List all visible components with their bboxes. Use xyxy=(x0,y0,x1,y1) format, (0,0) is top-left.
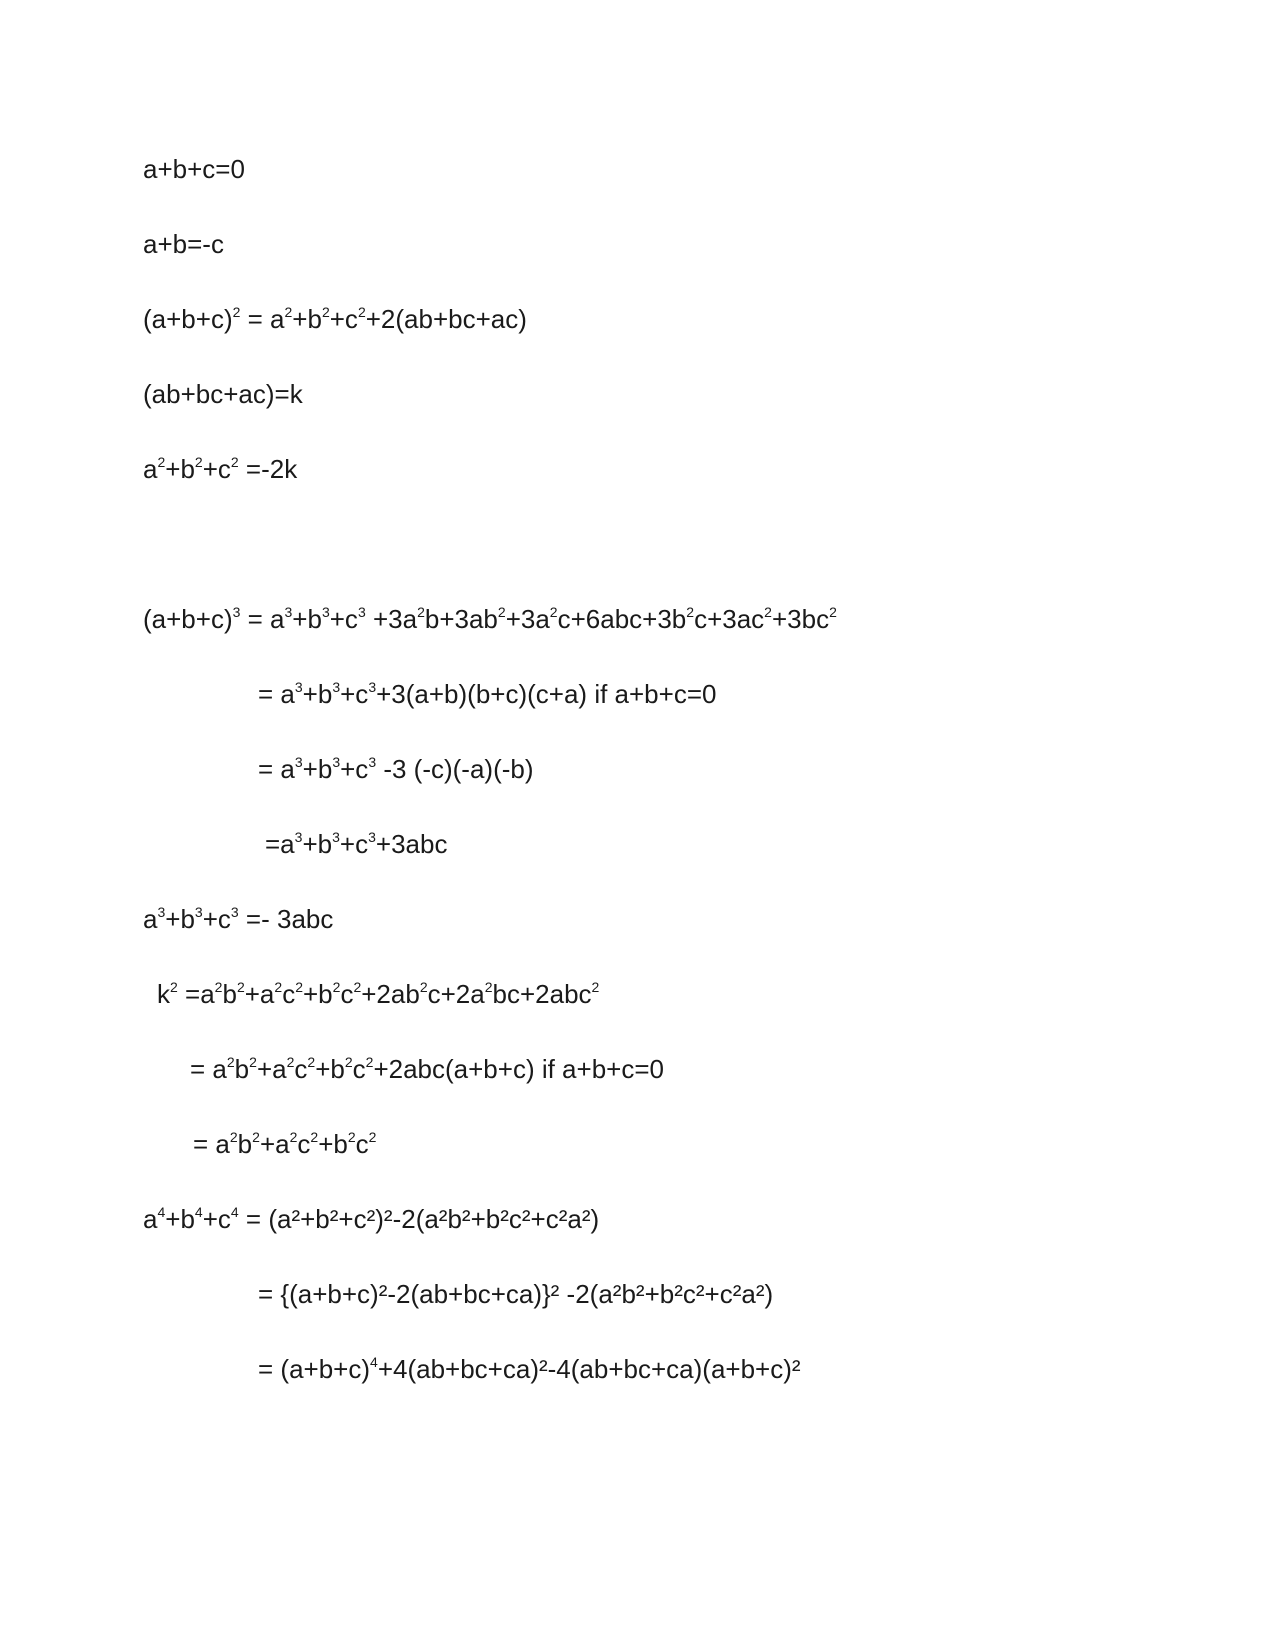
superscript-exponent: 2 xyxy=(417,604,425,620)
equation-line xyxy=(258,679,716,709)
equation-line xyxy=(265,829,447,859)
equation-text: +3(a+b)(b+c)(c+a) if a+b+c=0 xyxy=(376,679,717,709)
superscript-exponent: 2 xyxy=(686,604,695,620)
equation-text: c+2a xyxy=(427,979,485,1009)
superscript-exponent: 2 xyxy=(357,304,366,320)
equation-text: +a xyxy=(256,1054,287,1084)
superscript-exponent: 3 xyxy=(332,754,341,770)
equation-text: =a xyxy=(265,829,295,859)
superscript-exponent: 2 xyxy=(497,604,506,620)
equation-text: b+3ab xyxy=(424,604,498,634)
equation-line xyxy=(190,1054,664,1084)
equation-text: = a xyxy=(240,604,285,634)
superscript-exponent: 2 xyxy=(236,979,245,995)
superscript-exponent: 3 xyxy=(332,679,341,695)
superscript-exponent: 3 xyxy=(194,904,203,920)
equation-text: a+b+c=0 xyxy=(143,154,245,184)
equation-text: +c xyxy=(329,604,358,634)
superscript-exponent: 3 xyxy=(332,829,340,845)
equation-line xyxy=(143,454,297,484)
superscript-exponent: 3 xyxy=(232,604,241,620)
superscript-exponent: 2 xyxy=(764,604,772,620)
superscript-exponent: 2 xyxy=(829,604,837,620)
equation-text: =- 3abc xyxy=(238,904,334,934)
equation-text: c xyxy=(355,1129,369,1159)
equation-text: +c xyxy=(202,1204,231,1234)
superscript-exponent: 2 xyxy=(274,979,283,995)
superscript-exponent: 3 xyxy=(284,604,293,620)
superscript-exponent: 4 xyxy=(370,1354,378,1370)
equation-text: +b xyxy=(315,1054,345,1084)
equation-text: b xyxy=(237,1129,253,1159)
equation-text: +b xyxy=(292,604,322,634)
superscript-exponent: 2 xyxy=(214,979,223,995)
equation-text: b xyxy=(234,1054,250,1084)
equation-line xyxy=(258,754,534,784)
equation-text: +a xyxy=(259,1129,290,1159)
superscript-exponent: 3 xyxy=(294,754,303,770)
superscript-exponent: 2 xyxy=(310,1129,319,1145)
superscript-exponent: 2 xyxy=(249,1054,257,1070)
equation-line xyxy=(143,379,303,409)
superscript-exponent: 2 xyxy=(365,1054,374,1070)
equation-text: +2ab xyxy=(361,979,420,1009)
equation-text: +c xyxy=(202,454,231,484)
equation-text: +b xyxy=(165,904,195,934)
equation-text: = a xyxy=(258,679,295,709)
superscript-exponent: 3 xyxy=(368,829,376,845)
equation-text: = {(a+b+c)²-2(ab+bc+ca)}² -2(a²b²+b²c²+c²a²) xyxy=(258,1279,774,1309)
equation-text: +c xyxy=(340,679,369,709)
superscript-exponent: 2 xyxy=(591,979,600,995)
equation-line xyxy=(143,604,837,634)
equation-text: c xyxy=(297,1129,311,1159)
equation-text: c+6abc+3b xyxy=(557,604,687,634)
equation-text: (ab+bc+ac)=k xyxy=(143,379,303,409)
superscript-exponent: 3 xyxy=(321,604,330,620)
equation-text: +3abc xyxy=(375,829,448,859)
superscript-exponent: 4 xyxy=(157,1204,166,1220)
equation-line xyxy=(143,304,527,334)
equation-text: k xyxy=(157,979,170,1009)
superscript-exponent: 2 xyxy=(170,979,178,995)
equation-text: = (a+b+c) xyxy=(258,1354,371,1384)
equation-text: +b xyxy=(165,454,195,484)
equation-text: c xyxy=(352,1054,366,1084)
superscript-exponent: 2 xyxy=(295,979,303,995)
superscript-exponent: 2 xyxy=(484,979,493,995)
superscript-exponent: 3 xyxy=(294,829,303,845)
equation-text: c xyxy=(340,979,354,1009)
equation-text: +b xyxy=(318,1129,348,1159)
equation-text: +3a xyxy=(505,604,550,634)
equation-text: +4(ab+bc+ca)²-4(ab+bc+ca)(a+b+c)² xyxy=(377,1354,801,1384)
equation-text: +c xyxy=(340,754,369,784)
equation-text: = a xyxy=(193,1129,230,1159)
equation-line xyxy=(157,979,599,1009)
equation-text: bc+2abc xyxy=(492,979,592,1009)
equation-text: =a xyxy=(177,979,215,1009)
superscript-exponent: 2 xyxy=(368,1129,377,1145)
superscript-exponent: 3 xyxy=(357,604,366,620)
equation-text: = (a²+b²+c²)²-2(a²b²+b²c²+c²a²) xyxy=(238,1204,600,1234)
superscript-exponent: 2 xyxy=(252,1129,260,1145)
equation-text: (a+b+c) xyxy=(143,604,233,634)
equation-text: +2abc(a+b+c) if a+b+c=0 xyxy=(373,1054,664,1084)
equation-text: = a xyxy=(190,1054,227,1084)
equation-text: b xyxy=(222,979,237,1009)
superscript-exponent: 2 xyxy=(353,979,362,995)
equation-text: +b xyxy=(302,979,333,1009)
superscript-exponent: 2 xyxy=(321,304,330,320)
equation-text: +c xyxy=(339,829,369,859)
superscript-exponent: 2 xyxy=(229,1129,238,1145)
superscript-exponent: 2 xyxy=(226,1054,235,1070)
superscript-exponent: 2 xyxy=(419,979,428,995)
equation-line xyxy=(258,1279,773,1309)
superscript-exponent: 2 xyxy=(344,1054,353,1070)
equation-text: +3bc xyxy=(771,604,830,634)
superscript-exponent: 4 xyxy=(230,1204,239,1220)
equation-line xyxy=(143,154,245,184)
superscript-exponent: 2 xyxy=(289,1129,298,1145)
equation-text: +3a xyxy=(365,604,418,634)
superscript-exponent: 2 xyxy=(284,304,293,320)
equation-text: +c xyxy=(329,304,358,334)
superscript-exponent: 2 xyxy=(286,1054,295,1070)
superscript-exponent: 3 xyxy=(157,904,166,920)
equation-text: = a xyxy=(258,754,295,784)
superscript-exponent: 3 xyxy=(368,754,377,770)
superscript-exponent: 2 xyxy=(307,1054,316,1070)
equation-text: +b xyxy=(302,679,333,709)
superscript-exponent: 3 xyxy=(230,904,239,920)
superscript-exponent: 2 xyxy=(347,1129,356,1145)
superscript-exponent: 2 xyxy=(332,979,341,995)
equation-text: a xyxy=(143,1204,158,1234)
superscript-exponent: 2 xyxy=(194,454,203,470)
equation-text: = a xyxy=(240,304,285,334)
equation-text: +b xyxy=(292,304,322,334)
superscript-exponent: 3 xyxy=(368,679,377,695)
equation-text: =-2k xyxy=(238,454,298,484)
equation-line xyxy=(258,1354,801,1384)
equation-line xyxy=(143,229,224,259)
equation-line xyxy=(143,904,333,934)
equation-text: +b xyxy=(165,1204,195,1234)
superscript-exponent: 2 xyxy=(157,454,166,470)
superscript-exponent: 2 xyxy=(230,454,239,470)
equation-text: +b xyxy=(302,829,333,859)
equation-text: a xyxy=(143,454,158,484)
superscript-exponent: 3 xyxy=(294,679,303,695)
equation-text: c+3ac xyxy=(694,604,765,634)
equation-text: c xyxy=(294,1054,308,1084)
equation-text: c xyxy=(282,979,296,1009)
equation-text: +a xyxy=(244,979,275,1009)
superscript-exponent: 2 xyxy=(549,604,558,620)
equation-text: +c xyxy=(202,904,231,934)
equation-line xyxy=(143,1204,599,1234)
equation-text: (a+b+c) xyxy=(143,304,233,334)
equation-line xyxy=(193,1129,376,1159)
equation-text: +2(ab+bc+ac) xyxy=(365,304,527,334)
equation-text: -3 (-c)(-a)(-b) xyxy=(376,754,534,784)
superscript-exponent: 4 xyxy=(194,1204,203,1220)
equation-text: +b xyxy=(302,754,333,784)
equation-text: a+b=-c xyxy=(143,229,224,259)
equation-text: a xyxy=(143,904,158,934)
superscript-exponent: 2 xyxy=(232,304,241,320)
